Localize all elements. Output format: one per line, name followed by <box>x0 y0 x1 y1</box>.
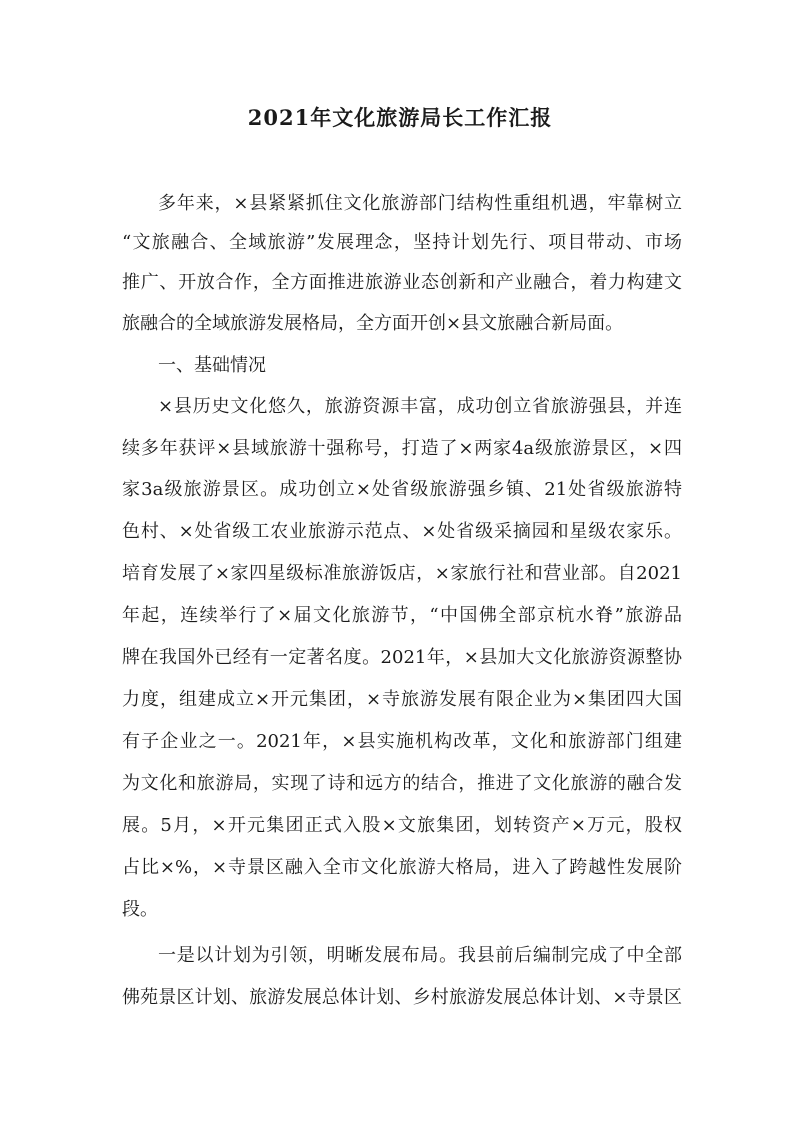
paragraph-line: “文旅融合、全域旅游”发展理念，坚持计划先行、项目带动、市场 <box>122 232 682 253</box>
paragraph-line: 力度，组建成立×开元集团，×寺旅游发展有限企业为×集团四大国 <box>122 689 682 710</box>
paragraph-line: 有子企业之一。2021年，×县实施机构改革，文化和旅游部门组建 <box>122 731 682 752</box>
paragraph-line: 家3a级旅游景区。成功创立×处省级旅游强乡镇、21处省级旅游特 <box>122 479 682 500</box>
paragraph-line: 多年来，×县紧紧抓住文化旅游部门结构性重组机遇，牢靠树立 <box>158 193 682 214</box>
paragraph-line: 推广、开放合作，全方面推进旅游业态创新和产业融合，着力构建文 <box>122 272 682 293</box>
paragraph-line: 年起，连续举行了×届文化旅游节，“中国佛全部京杭水脊”旅游品 <box>122 605 682 626</box>
paragraph-line: 佛苑景区计划、旅游发展总体计划、乡村旅游发展总体计划、×寺景区 <box>122 987 682 1008</box>
paragraph-line: 色村、×处省级工农业旅游示范点、×处省级采摘园和星级农家乐。 <box>122 521 682 542</box>
paragraph-line: 段。 <box>122 899 158 920</box>
paragraph-line: 牌在我国外已经有一定著名度。2021年，×县加大文化旅游资源整协 <box>122 647 682 668</box>
paragraph-line: 为文化和旅游局，实现了诗和远方的结合，推进了文化旅游的融合发 <box>122 773 682 794</box>
paragraph-line: ×县历史文化悠久，旅游资源丰富，成功创立省旅游强县，并连 <box>158 396 682 417</box>
paragraph-line: 展。5月，×开元集团正式入股×文旅集团，划转资产×万元，股权 <box>122 815 682 836</box>
paragraph-line: 旅融合的全域旅游发展格局，全方面开创×县文旅融合新局面。 <box>122 313 624 334</box>
paragraph-line: 续多年获评×县域旅游十强称号，打造了×两家4a级旅游景区，×四 <box>122 438 682 459</box>
document-title: 2021年文化旅游局长工作汇报 <box>247 105 553 130</box>
section-heading: 一、基础情况 <box>158 355 266 376</box>
paragraph-line: 培育发展了×家四星级标准旅游饭店，×家旅行社和营业部。自2021 <box>122 563 682 584</box>
paragraph-line: 一是以计划为引领，明晰发展布局。我县前后编制完成了中全部 <box>158 945 682 966</box>
paragraph-line: 占比×%，×寺景区融入全市文化旅游大格局，进入了跨越性发展阶 <box>122 857 682 878</box>
